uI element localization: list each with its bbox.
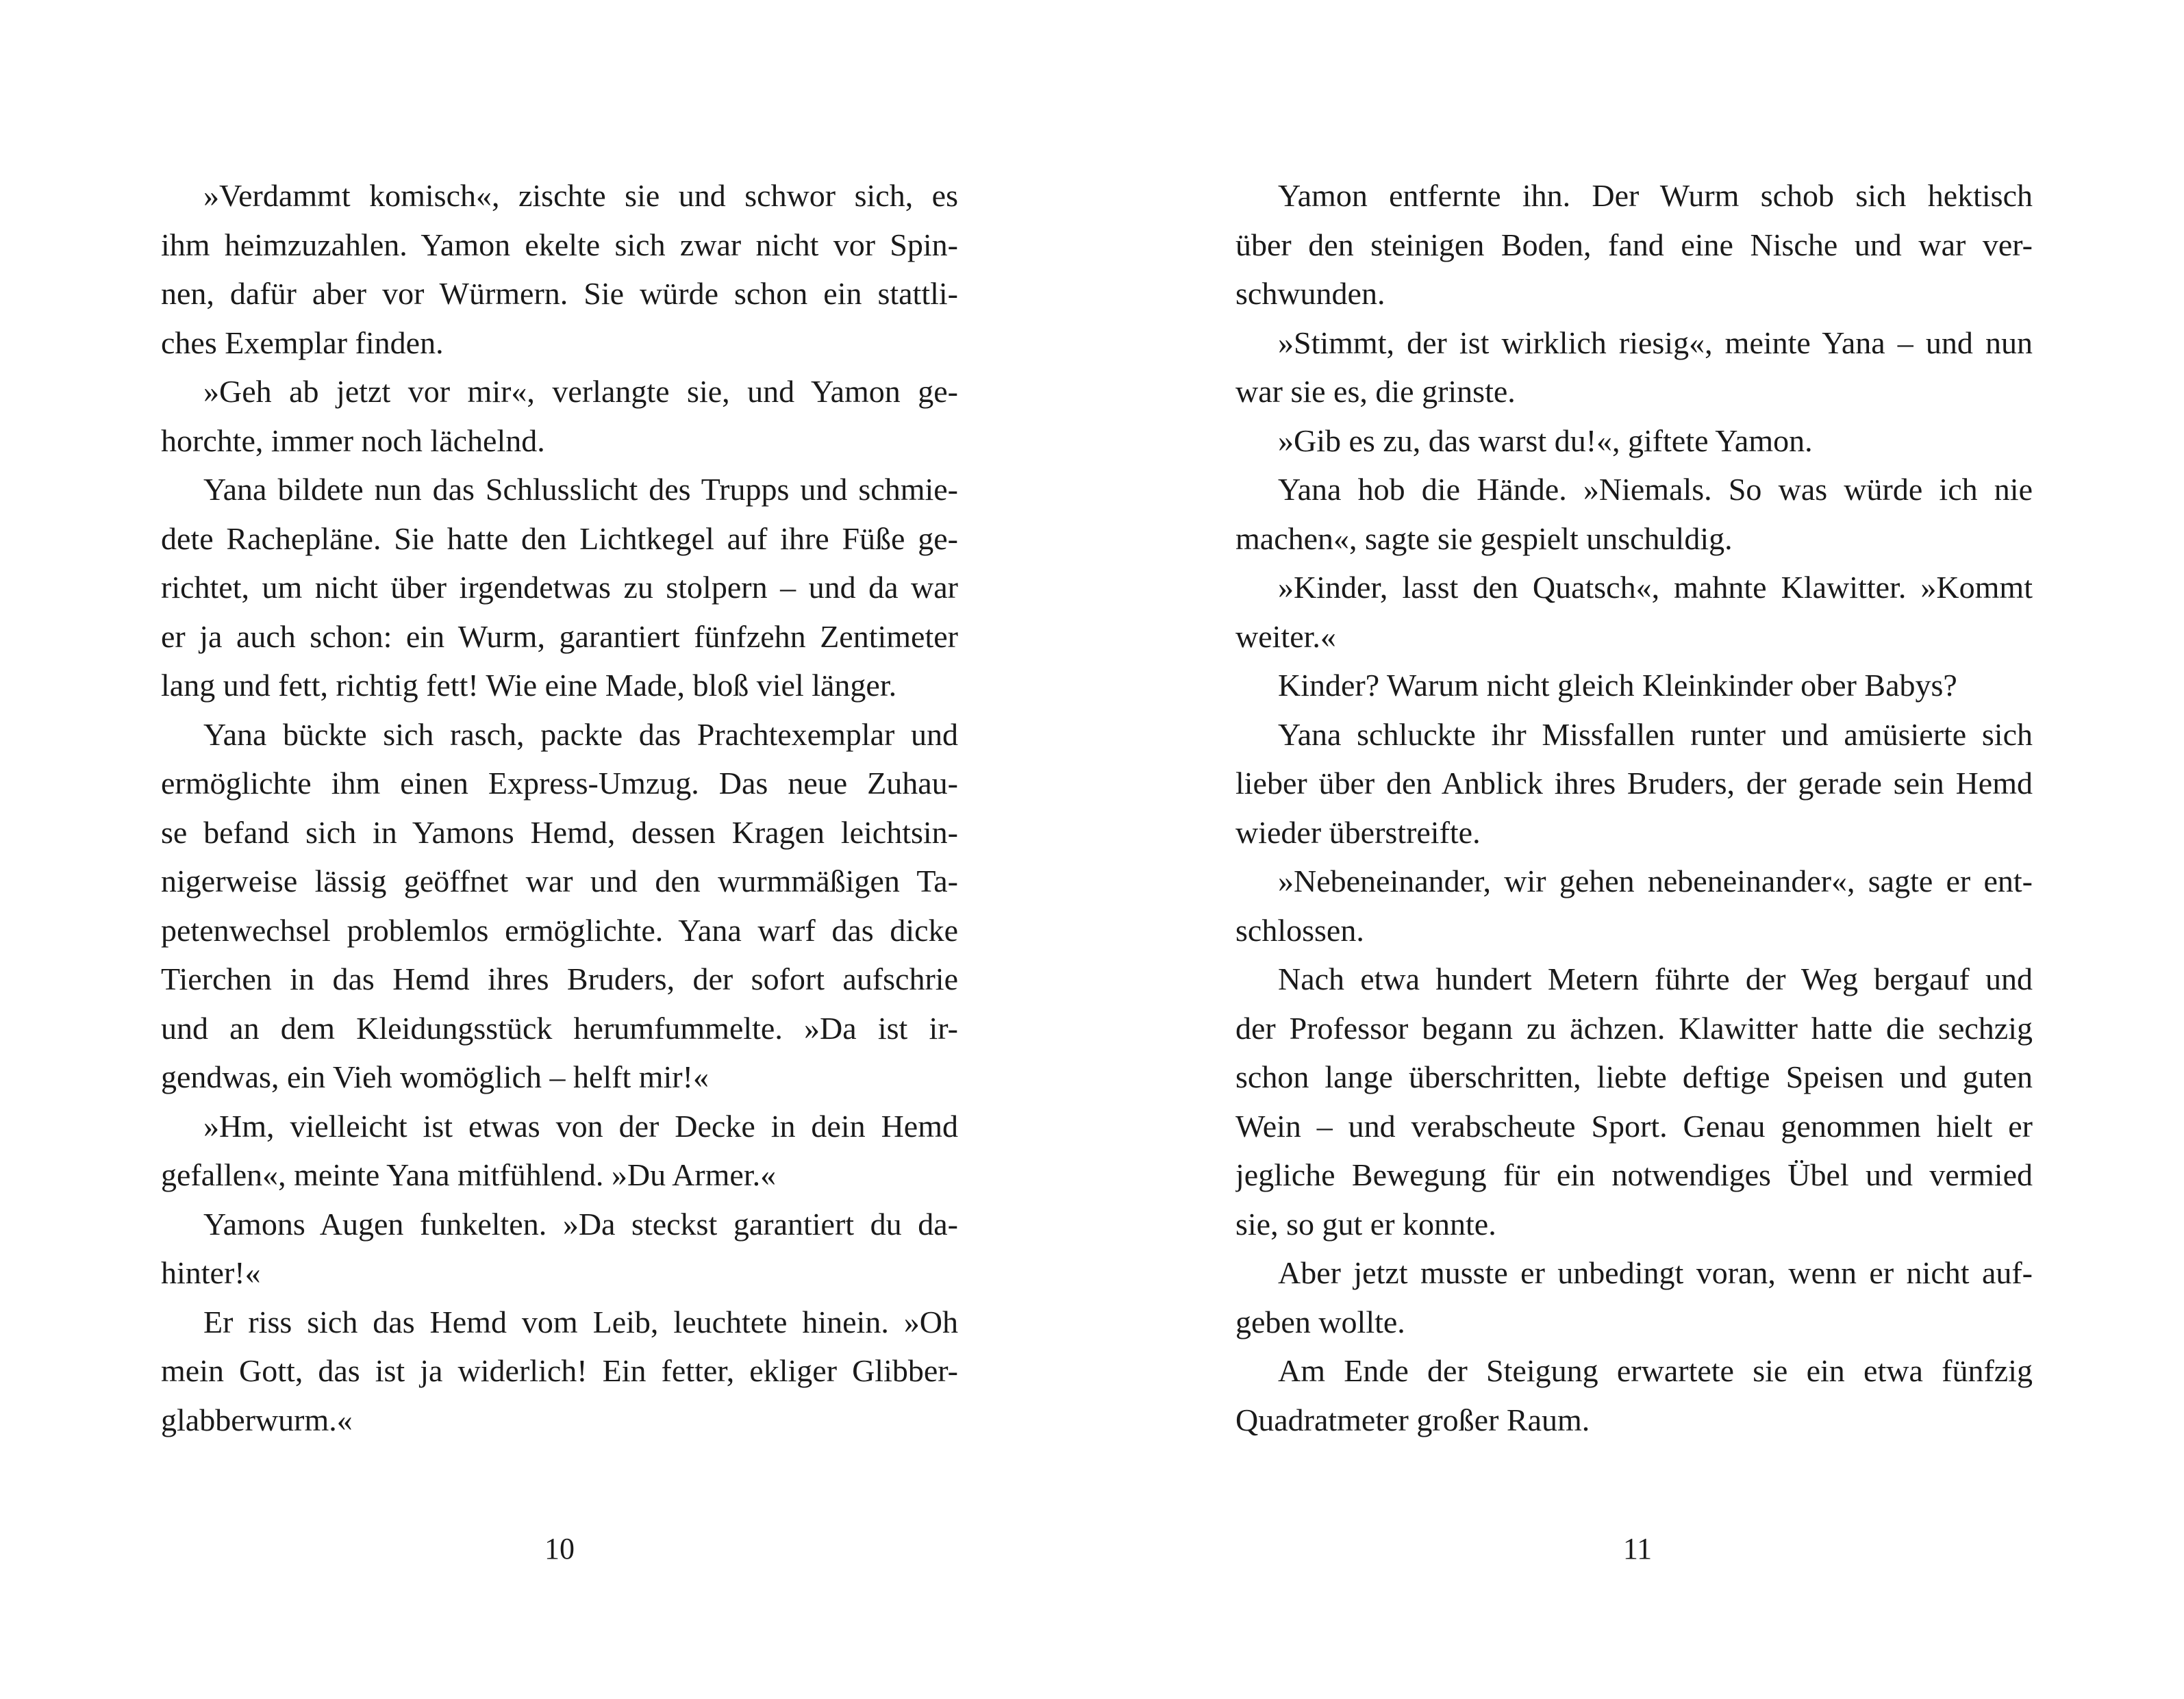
text-line: war sie es, die grinste. [1235,374,1516,409]
text-line: und an dem Kleidungsstück herumfummelte. »Da ist ir- [161,1010,958,1046]
text-line: er ja auch schon: ein Wurm, garantiert fünfzehn Zentimeter [161,618,958,654]
text-line: »Geh ab jetzt vor mir«, verlangte sie, und Yamon ge- [203,374,958,409]
text-line: Yamons Augen funkelten. »Da steckst garantiert du da- [203,1206,958,1242]
text-line: der Professor begann zu ächzen. Klawitter hatte die sechzig [1235,1010,2033,1046]
left-page-number: 10 [544,1532,575,1565]
text-line: Yana hob die Hände. »Niemals. So was würde ich nie [1278,472,2033,507]
left-page-text [161,171,958,1444]
text-line: lieber über den Anblick ihres Bruders, der gerade sein Hemd [1235,766,2033,801]
text-line: Yana schluckte ihr Missfallen runter und amüsierte sich [1278,716,2033,752]
text-line: Yana bildete nun das Schlusslicht des Trupps und schmie- [203,472,958,507]
text-line: »Kinder, lasst den Quatsch«, mahnte Klawitter. »Kommt [1278,570,2033,605]
text-line: schwunden. [1235,276,1385,311]
text-line: weiter.« [1235,618,1336,654]
text-line: se befand sich in Yamons Hemd, dessen Kragen leichtsin- [161,814,958,850]
text-line: machen«, sagte sie gespielt unschuldig. [1235,520,1733,556]
text-line: horchte, immer noch lächelnd. [161,423,545,458]
text-line: Am Ende der Steigung erwartete sie ein etwa fünfzig [1278,1353,2033,1388]
text-line: ihm heimzuzahlen. Yamon ekelte sich zwar nicht vor Spin- [161,227,958,262]
text-line: Wein – und verabscheute Sport. Genau genommen hielt er [1235,1108,2033,1144]
text-line: schon lange überschritten, liebte deftige Speisen und guten [1235,1059,2033,1094]
text-line: Er riss sich das Hemd vom Leib, leuchtete hinein. »Oh [203,1304,958,1339]
text-line: petenwechsel problemlos ermöglichte. Yana warf das dicke [161,912,958,948]
text-line: gendwas, ein Vieh womöglich – helft mir!« [161,1059,709,1094]
text-line: »Hm, vielleicht ist etwas von der Decke in dein Hemd [203,1108,958,1144]
text-line: dete Rachepläne. Sie hatte den Lichtkegel auf ihre Füße ge- [161,520,958,556]
text-line: lang und fett, richtig fett! Wie eine Made, bloß viel länger. [161,668,897,703]
text-line: Tierchen in das Hemd ihres Bruders, der sofort aufschrie [161,961,958,996]
text-line: nen, dafür aber vor Würmern. Sie würde schon ein stattli- [161,276,958,311]
text-line: »Verdammt komisch«, zischte sie und schwor sich, es [203,178,958,213]
text-line: Yana bückte sich rasch, packte das Prachtexemplar und [203,716,958,752]
text-line: geben wollte. [1235,1304,1405,1339]
text-line: Nach etwa hundert Metern führte der Weg bergauf und [1278,961,2033,996]
text-line: Yamon entfernte ihn. Der Wurm schob sich hektisch [1278,178,2033,213]
text-line: gefallen«, meinte Yana mitfühlend. »Du Armer.« [161,1157,777,1192]
right-page [1092,0,2184,1699]
text-line: »Gib es zu, das warst du!«, giftete Yamon. [1278,423,1813,458]
text-line: Quadratmeter großer Raum. [1235,1402,1590,1437]
text-line: Kinder? Warum nicht gleich Kleinkinder ober Babys? [1278,668,1957,703]
right-page-number: 11 [1622,1532,1653,1565]
text-line: mein Gott, das ist ja widerlich! Ein fetter, ekliger Glibber- [161,1353,958,1388]
text-line: sie, so gut er konnte. [1235,1206,1496,1242]
text-line: ches Exemplar finden. [161,325,444,360]
text-line: glabberwurm.« [161,1402,353,1437]
text-line: ermöglichte ihm einen Express-Umzug. Das neue Zuhau- [161,766,958,801]
text-line: richtet, um nicht über irgendetwas zu stolpern – und da war [161,570,958,605]
text-line: wieder überstreifte. [1235,814,1481,850]
text-line: über den steinigen Boden, fand eine Nische und war ver- [1235,227,2033,262]
text-line: nigerweise lässig geöffnet war und den wurmmäßigen Ta- [161,864,958,898]
text-line: hinter!« [161,1255,261,1290]
text-line: »Stimmt, der ist wirklich riesig«, meinte Yana – und nun [1278,325,2033,360]
text-line: schlossen. [1235,912,1364,948]
right-page-text [1235,171,2033,1444]
text-line: Aber jetzt musste er unbedingt voran, wenn er nicht auf- [1278,1255,2033,1290]
text-line: »Nebeneinander, wir gehen nebeneinander«, sagte er ent- [1278,864,2033,898]
text-line: jegliche Bewegung für ein notwendiges Übel und vermied [1235,1157,2033,1192]
